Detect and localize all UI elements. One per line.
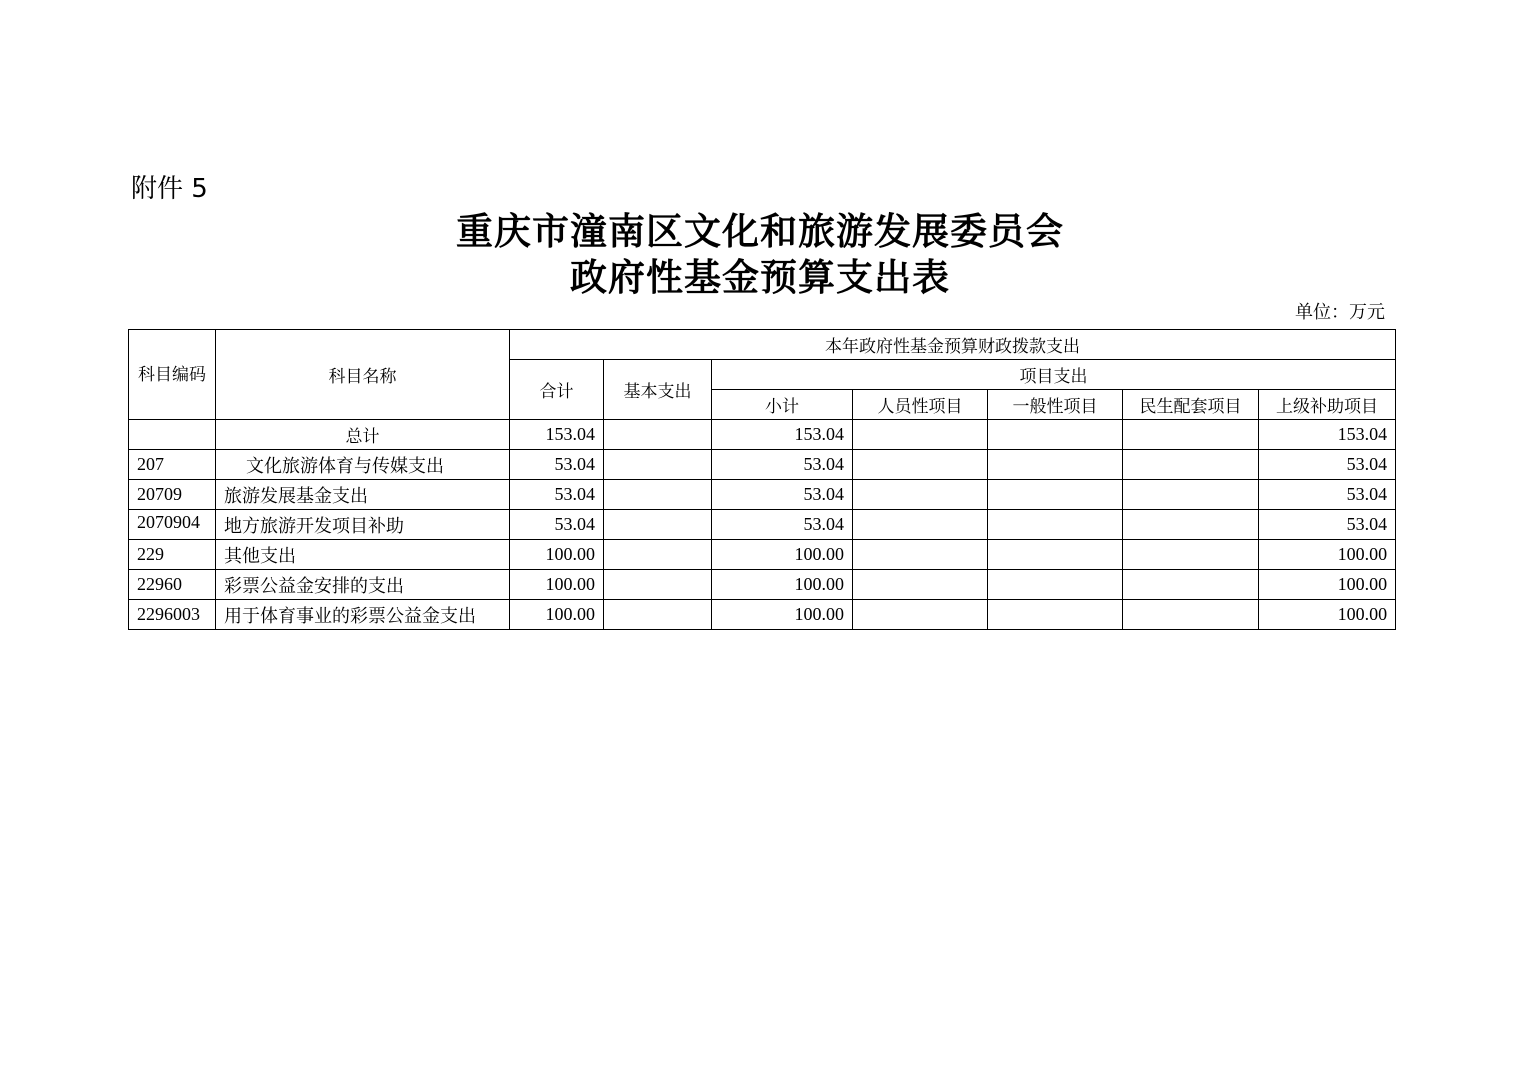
row-basic — [604, 510, 712, 540]
budget-table — [128, 329, 1396, 630]
header-code: 科目编码 — [129, 330, 216, 420]
unit-label: 单位：万元 — [1295, 302, 1385, 323]
header-total: 合计 — [510, 360, 604, 420]
row-code: 22960 — [129, 570, 216, 600]
row-general — [988, 540, 1123, 570]
total-basic — [604, 420, 712, 450]
page-title: 重庆市潼南区文化和旅游发展委员会 — [456, 209, 1064, 253]
row-total: 100.00 — [510, 600, 604, 630]
row-livelihood — [1123, 480, 1259, 510]
row-name: 文化旅游体育与传媒支出 — [216, 450, 510, 480]
attachment-label: 附件 5 — [131, 174, 208, 204]
header-subtotal: 小计 — [712, 390, 853, 420]
total-total: 153.04 — [510, 420, 604, 450]
row-personnel — [853, 540, 988, 570]
row-general — [988, 510, 1123, 540]
row-personnel — [853, 510, 988, 540]
total-superior: 153.04 — [1259, 420, 1396, 450]
total-code-cell — [129, 420, 216, 450]
table-row — [129, 540, 1396, 570]
row-livelihood — [1123, 450, 1259, 480]
row-total: 53.04 — [510, 510, 604, 540]
row-personnel — [853, 480, 988, 510]
row-name: 地方旅游开发项目补助 — [216, 510, 510, 540]
header-group: 本年政府性基金预算财政拨款支出 — [510, 330, 1396, 360]
row-general — [988, 570, 1123, 600]
row-name: 用于体育事业的彩票公益金支出 — [216, 600, 510, 630]
table-row — [129, 450, 1396, 480]
row-basic — [604, 570, 712, 600]
row-superior: 100.00 — [1259, 570, 1396, 600]
row-subtotal: 53.04 — [712, 510, 853, 540]
row-basic — [604, 540, 712, 570]
row-code: 229 — [129, 540, 216, 570]
row-basic — [604, 480, 712, 510]
total-livelihood — [1123, 420, 1259, 450]
row-superior: 53.04 — [1259, 480, 1396, 510]
row-name: 旅游发展基金支出 — [216, 480, 510, 510]
row-general — [988, 480, 1123, 510]
row-subtotal: 53.04 — [712, 450, 853, 480]
page-subtitle: 政府性基金预算支出表 — [570, 255, 950, 299]
total-label: 总计 — [216, 420, 510, 450]
row-total: 53.04 — [510, 450, 604, 480]
row-code: 2296003 — [129, 600, 216, 630]
row-livelihood — [1123, 510, 1259, 540]
row-name: 彩票公益金安排的支出 — [216, 570, 510, 600]
table-row — [129, 510, 1396, 540]
header-superior: 上级补助项目 — [1259, 390, 1396, 420]
row-code: 20709 — [129, 480, 216, 510]
row-personnel — [853, 450, 988, 480]
row-superior: 53.04 — [1259, 510, 1396, 540]
row-superior: 53.04 — [1259, 450, 1396, 480]
row-code: 207 — [129, 450, 216, 480]
row-basic — [604, 600, 712, 630]
row-code: 2070904 — [129, 510, 216, 540]
table-row — [129, 600, 1396, 630]
row-superior: 100.00 — [1259, 600, 1396, 630]
row-livelihood — [1123, 570, 1259, 600]
row-general — [988, 450, 1123, 480]
total-general — [988, 420, 1123, 450]
row-superior: 100.00 — [1259, 540, 1396, 570]
total-subtotal: 153.04 — [712, 420, 853, 450]
header-livelihood: 民生配套项目 — [1123, 390, 1259, 420]
row-livelihood — [1123, 540, 1259, 570]
header-basic: 基本支出 — [604, 360, 712, 420]
header-name: 科目名称 — [216, 330, 510, 420]
row-personnel — [853, 570, 988, 600]
row-basic — [604, 450, 712, 480]
total-personnel — [853, 420, 988, 450]
row-total: 53.04 — [510, 480, 604, 510]
row-subtotal: 100.00 — [712, 600, 853, 630]
header-general: 一般性项目 — [988, 390, 1123, 420]
row-name: 其他支出 — [216, 540, 510, 570]
table-row — [129, 570, 1396, 600]
row-subtotal: 100.00 — [712, 570, 853, 600]
table-row — [129, 480, 1396, 510]
row-total: 100.00 — [510, 540, 604, 570]
row-total: 100.00 — [510, 570, 604, 600]
total-row — [129, 420, 1396, 450]
header-personnel: 人员性项目 — [853, 390, 988, 420]
row-livelihood — [1123, 600, 1259, 630]
row-general — [988, 600, 1123, 630]
row-subtotal: 100.00 — [712, 540, 853, 570]
row-subtotal: 53.04 — [712, 480, 853, 510]
row-personnel — [853, 600, 988, 630]
header-project-group: 项目支出 — [712, 360, 1396, 390]
